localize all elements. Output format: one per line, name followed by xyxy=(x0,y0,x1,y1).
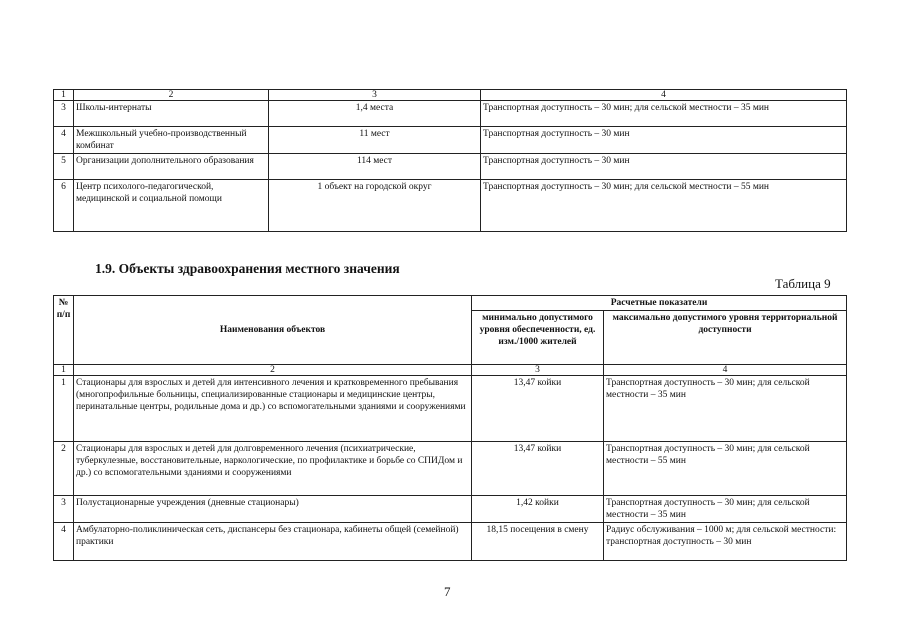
header-num: № п/п xyxy=(54,296,74,365)
norm-value: 11 мест xyxy=(269,127,481,154)
access-value: Транспортная доступность – 30 мин; для сельской местности – 55 мин xyxy=(604,442,847,496)
table2-colnum: 4 xyxy=(604,365,847,376)
access-value: Транспортная доступность – 30 мин xyxy=(481,127,847,154)
object-name: Амбулаторно-поликлиническая сеть, диспансеры без стационара, кабинеты общей (семейной) практики xyxy=(74,523,472,561)
norm-value: 18,15 посещения в смену xyxy=(472,523,604,561)
row-number: 4 xyxy=(54,523,74,561)
access-value: Транспортная доступность – 30 мин; для сельской местности – 55 мин xyxy=(481,180,847,232)
healthcare-table xyxy=(53,295,847,561)
access-value: Транспортная доступность – 30 мин xyxy=(481,154,847,180)
row-number: 3 xyxy=(54,101,74,127)
access-value: Транспортная доступность – 30 мин; для сельской местности – 35 мин xyxy=(604,376,847,442)
table1-header-row xyxy=(54,90,847,101)
section-title: 1.9. Объекты здравоохранения местного значения xyxy=(95,261,400,276)
object-name: Стационары для взрослых и детей для долговременного лечения (психиатрические, туберкулезные, восстановительные, наркологические, по профилактике и борьбе со СПИДом и др.) со вспомогательными зданиями и сооружениями xyxy=(74,442,472,496)
table-label: Таблица 9 xyxy=(775,276,831,291)
table-row xyxy=(54,442,847,496)
access-value: Транспортная доступность – 30 мин; для сельской местности – 35 мин xyxy=(604,496,847,523)
table1-colnum: 3 xyxy=(269,90,481,101)
row-number: 5 xyxy=(54,154,74,180)
table-row xyxy=(54,154,847,180)
table2-num-row xyxy=(54,365,847,376)
access-value: Транспортная доступность – 30 мин; для сельской местности – 35 мин xyxy=(481,101,847,127)
object-name: Межшкольный учебно-производственный комбинат xyxy=(74,127,269,154)
table-row xyxy=(54,376,847,442)
object-name: Центр психолого-педагогической, медицинской и социальной помощи xyxy=(74,180,269,232)
table-row xyxy=(54,180,847,232)
row-number: 4 xyxy=(54,127,74,154)
header-name: Наименования объектов xyxy=(74,296,472,365)
row-number: 1 xyxy=(54,376,74,442)
table1-colnum: 4 xyxy=(481,90,847,101)
education-table xyxy=(53,89,847,232)
row-number: 3 xyxy=(54,496,74,523)
norm-value: 13,47 койки xyxy=(472,376,604,442)
norm-value: 114 мест xyxy=(269,154,481,180)
table2-header-row xyxy=(54,296,847,311)
object-name: Организации дополнительного образования xyxy=(74,154,269,180)
norm-value: 13,47 койки xyxy=(472,442,604,496)
table2-colnum: 2 xyxy=(74,365,472,376)
object-name: Стационары для взрослых и детей для интенсивного лечения и кратковременного пребывания (многопрофильные больницы, специализированные стационары и медицинские центры, перинатальные центры, родильные дома и др.) со вспомогательными зданиями и сооружениями xyxy=(74,376,472,442)
page-number: 7 xyxy=(444,584,451,599)
row-number: 2 xyxy=(54,442,74,496)
table-row xyxy=(54,523,847,561)
access-value: Радиус обслуживания – 1000 м; для сельской местности: транспортная доступность – 30 мин xyxy=(604,523,847,561)
table2-colnum: 3 xyxy=(472,365,604,376)
header-calc: Расчетные показатели xyxy=(472,296,847,311)
norm-value: 1,4 места xyxy=(269,101,481,127)
header-min: минимально допустимого уровня обеспеченности, ед. изм./1000 жителей xyxy=(472,311,604,365)
object-name: Школы-интернаты xyxy=(74,101,269,127)
table-row xyxy=(54,127,847,154)
object-name: Полустационарные учреждения (дневные стационары) xyxy=(74,496,472,523)
table-row xyxy=(54,496,847,523)
table1-colnum: 1 xyxy=(54,90,74,101)
row-number: 6 xyxy=(54,180,74,232)
norm-value: 1,42 койки xyxy=(472,496,604,523)
table1-colnum: 2 xyxy=(74,90,269,101)
header-max: максимально допустимого уровня территориальной доступности xyxy=(604,311,847,365)
table2-colnum: 1 xyxy=(54,365,74,376)
norm-value: 1 объект на городской округ xyxy=(269,180,481,232)
table-row xyxy=(54,101,847,127)
